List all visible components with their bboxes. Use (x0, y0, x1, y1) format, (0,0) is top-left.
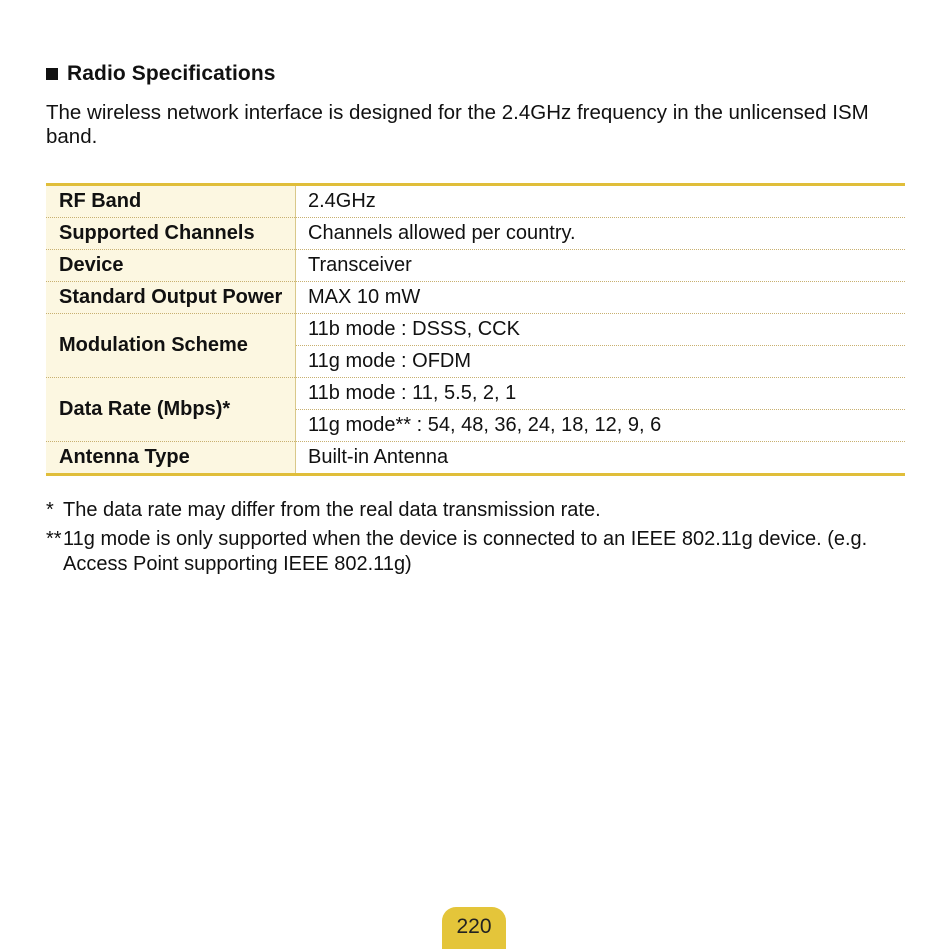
device-label: Device (46, 250, 296, 282)
intro-paragraph: The wireless network interface is designed for the 2.4GHz frequency in the unlicensed ISM band. (46, 101, 869, 148)
footnote-text: 11g mode is only supported when the device is connected to an IEEE 802.11g device. (e.g. Access Point supporting IEEE 802.11g) (63, 528, 868, 575)
square-bullet-icon (46, 68, 58, 80)
output-power-value: MAX 10 mW (296, 282, 906, 314)
page-number: 220 (456, 915, 492, 938)
footnote-11g-mode (46, 527, 926, 577)
section-title: Radio Specifications (67, 62, 276, 85)
supported-channels-value: Channels allowed per country. (296, 218, 906, 250)
table-row (46, 378, 905, 410)
modulation-11g-value: 11g mode : OFDM (296, 346, 906, 378)
data-rate-11g-value: 11g mode** : 54, 48, 36, 24, 18, 12, 9, 6 (296, 410, 906, 442)
section-heading (46, 62, 276, 86)
table-row (46, 185, 905, 218)
footnote-data-rate (46, 498, 926, 523)
table-row (46, 314, 905, 346)
table-row (46, 218, 905, 250)
rf-band-label: RF Band (46, 185, 296, 218)
data-rate-label: Data Rate (Mbps)* (46, 378, 296, 442)
output-power-label: Standard Output Power (46, 282, 296, 314)
footnote-marker: ** (46, 528, 62, 550)
table-row (46, 442, 905, 475)
footnote-text: The data rate may differ from the real data transmission rate. (63, 499, 601, 521)
antenna-type-label: Antenna Type (46, 442, 296, 475)
modulation-11b-value: 11b mode : DSSS, CCK (296, 314, 906, 346)
antenna-type-value: Built-in Antenna (308, 446, 449, 468)
table-row (46, 282, 905, 314)
rf-band-value: 2.4GHz (296, 185, 906, 218)
radio-specifications-table (46, 183, 905, 476)
device-value: Transceiver (296, 250, 906, 282)
supported-channels-label: Supported Channels (46, 218, 296, 250)
footnotes (46, 498, 926, 581)
footnote-marker: * (46, 499, 54, 521)
page-number-tab (442, 907, 506, 949)
data-rate-11b-value: 11b mode : 11, 5.5, 2, 1 (296, 378, 906, 410)
modulation-scheme-label: Modulation Scheme (46, 314, 296, 378)
table-row (46, 250, 905, 282)
